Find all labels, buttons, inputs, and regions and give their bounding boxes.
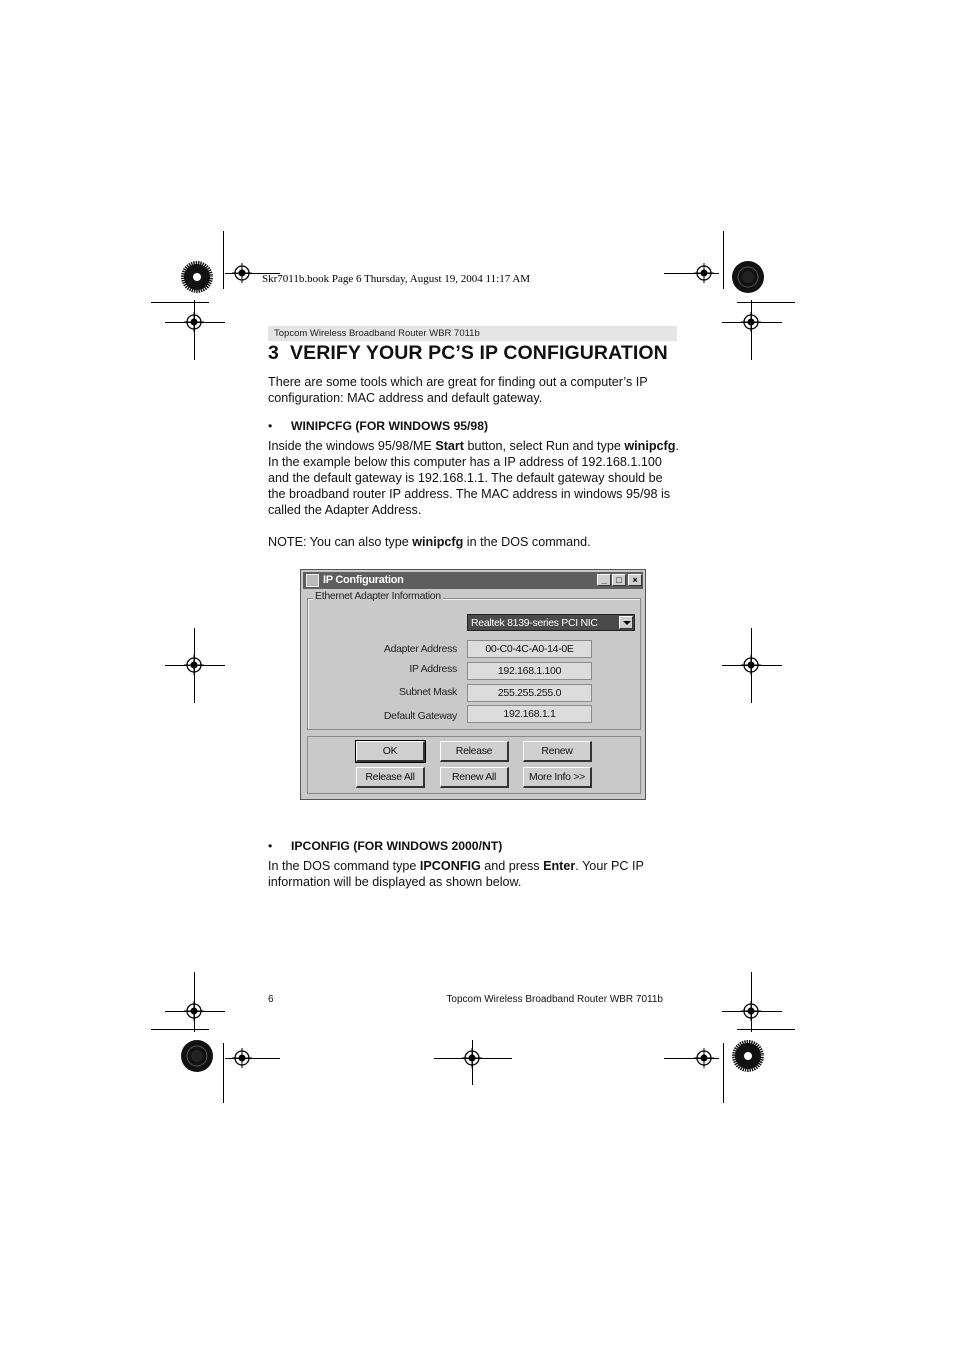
ipconfig-paragraph [268, 858, 680, 890]
text-run-bold: winipcfg [412, 535, 464, 549]
release-button[interactable]: Release [440, 741, 509, 762]
registration-crosshair-icon [184, 312, 204, 332]
registration-crosshair-icon [232, 263, 252, 283]
ipconfig-heading-text: IPCONFIG (FOR WINDOWS 2000/NT) [291, 839, 503, 853]
release-all-button[interactable]: Release All [356, 767, 425, 788]
winipcfg-heading-text: WINIPCFG (FOR WINDOWS 95/98) [291, 419, 489, 433]
text-run: NOTE: You can also type [268, 535, 413, 549]
close-button[interactable]: × [628, 574, 642, 586]
registration-crosshair-icon [184, 655, 204, 675]
ip-configuration-dialog [300, 569, 646, 800]
winipcfg-heading [268, 419, 488, 433]
adapter-info-group-label: Ethernet Adapter Information [315, 590, 441, 602]
registration-crosshair-icon [184, 1001, 204, 1021]
text-run-bold: winipcfg [624, 439, 676, 453]
text-run: in the DOS command. [463, 535, 591, 549]
registration-crosshair-icon [694, 1048, 714, 1068]
registration-rosette-icon [180, 1039, 214, 1073]
registration-rosette-icon [180, 260, 214, 294]
adapter-address-label: Adapter Address [383, 643, 457, 655]
bullet-point: • [268, 419, 273, 433]
crop-line [223, 231, 224, 289]
crop-line [737, 302, 795, 303]
text-run-bold: Start [435, 439, 465, 453]
text-run-bold: Enter [543, 859, 576, 873]
network-app-icon [306, 574, 319, 587]
text-run-bold: IPCONFIG [419, 859, 481, 873]
crop-line [151, 302, 209, 303]
crop-line [723, 231, 724, 289]
dialog-titlebar [303, 572, 643, 589]
adapter-address-value: 00-C0-4C-A0-14-0E [467, 640, 592, 658]
registration-crosshair-icon [232, 1048, 252, 1068]
text-run: button, select Run and type [464, 439, 625, 453]
dialog-title: IP Configuration [323, 574, 404, 586]
page-number: 6 [268, 994, 274, 1005]
bullet-point: • [268, 839, 273, 853]
crop-line [737, 1029, 795, 1030]
ok-button[interactable]: OK [356, 741, 425, 762]
chevron-down-icon[interactable] [619, 616, 633, 629]
ipconfig-heading [268, 839, 502, 853]
renew-all-button[interactable]: Renew All [440, 767, 509, 788]
crop-line [723, 1043, 724, 1103]
page-title [268, 342, 668, 365]
text-run: Inside the windows 95/98/ME [268, 439, 436, 453]
registration-crosshair-icon [694, 263, 714, 283]
default-gateway-value: 192.168.1.1 [467, 705, 592, 723]
winipcfg-paragraph [268, 438, 680, 518]
intro-paragraph: There are some tools which are great for finding out a computer’s IP configuration: MAC address and default gateway. [268, 375, 648, 405]
registration-rosette-icon [731, 1039, 765, 1073]
ip-address-value: 192.168.1.100 [467, 662, 592, 680]
registration-crosshair-icon [741, 655, 761, 675]
crop-line [151, 1029, 209, 1030]
print-slug: Skr7011b.book Page 6 Thursday, August 19, 2004 11:17 AM [262, 273, 531, 285]
subnet-mask-label: Subnet Mask [399, 686, 457, 698]
maximize-button[interactable]: □ [612, 574, 626, 586]
more-info-button[interactable]: More Info >> [523, 767, 592, 788]
registration-crosshair-icon [462, 1048, 482, 1068]
adapter-select-value: Realtek 8139-series PCI NIC [471, 617, 598, 629]
registration-crosshair-icon [741, 1001, 761, 1021]
registration-crosshair-icon [741, 312, 761, 332]
subnet-mask-value: 255.255.255.0 [467, 684, 592, 702]
section-title: VERIFY YOUR PC’S IP CONFIGURATION [290, 342, 668, 364]
text-run: . In the example below this computer has a IP address of 192.168.1.100 and the default gateway is 192.168.1.1. The default gateway should be the broadband router IP address. The MAC address in windows 95/98 is called the Adapter Address. [268, 439, 679, 517]
default-gateway-label: Default Gateway [383, 710, 457, 722]
registration-rosette-icon [731, 260, 765, 294]
ip-address-label: IP Address [409, 663, 457, 675]
running-header: Topcom Wireless Broadband Router WBR 7011b [268, 326, 677, 341]
text-run: and press [480, 859, 544, 873]
crop-line [223, 1043, 224, 1103]
text-run: . Your PC IP information will be displayed as shown below. [268, 859, 644, 889]
renew-button[interactable]: Renew [523, 741, 592, 762]
footer-title: Topcom Wireless Broadband Router WBR 7011b [446, 994, 663, 1005]
adapter-select[interactable] [467, 614, 635, 631]
text-run: In the DOS command type [268, 859, 420, 873]
minimize-button[interactable]: _ [597, 574, 611, 586]
section-number: 3 [268, 342, 279, 364]
winipcfg-note [268, 534, 680, 550]
